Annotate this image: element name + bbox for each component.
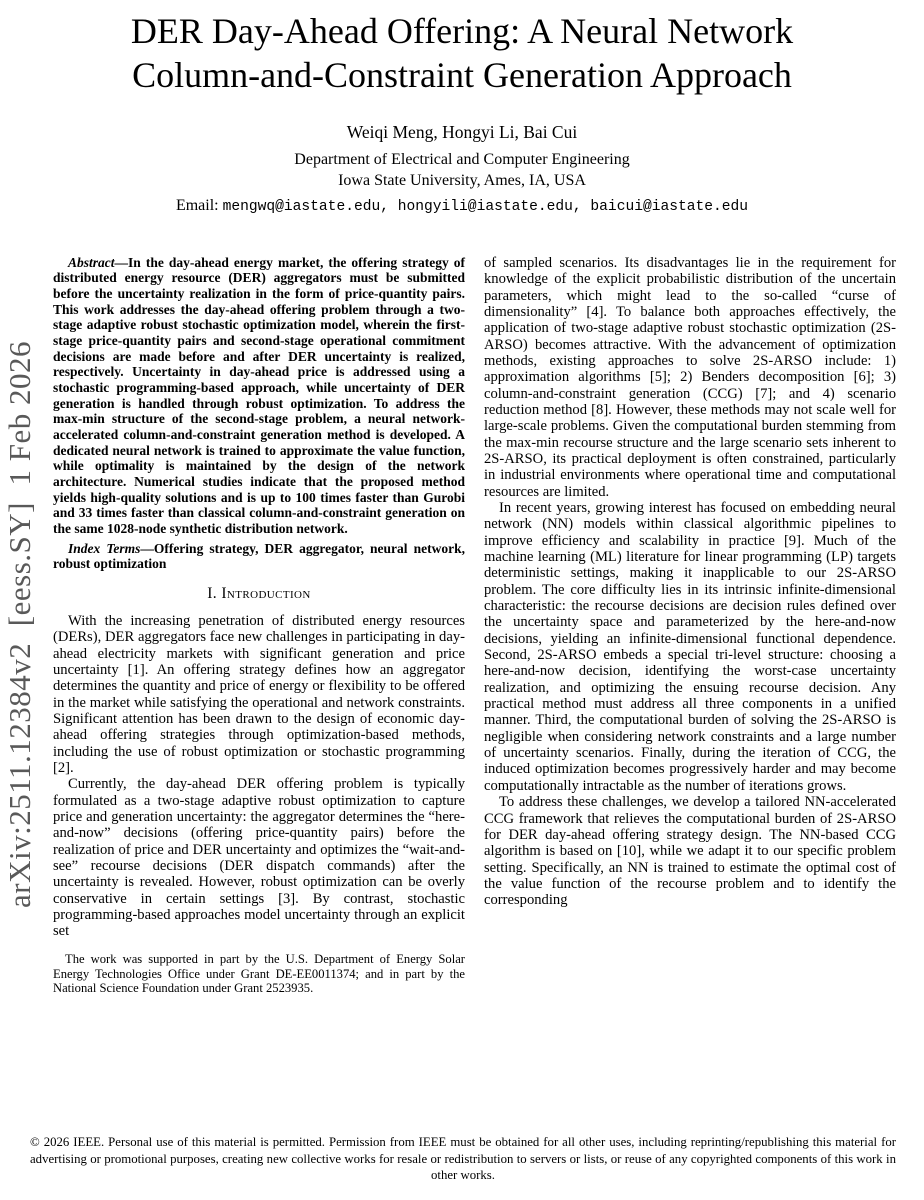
index-terms-text: —Offering strategy, DER aggregator, neural network, robust optimization <box>53 540 465 572</box>
paper-title <box>0 10 924 98</box>
email-line <box>0 197 924 215</box>
affiliation-department: Department of Electrical and Computer Engineering <box>294 150 630 168</box>
right-paragraph-3: To address these challenges, we develop a tailored NN-accelerated CCG framework that relieves the computational burden of 2S-ARSO for DER day-ahead offering strategy design. The NN-based CCG algorithm is based on [10], while we adapt it to our specific problem setting. Specifically, an NN is trained to estimate the optimal cost of the value function of the recourse problem and to identify the corresponding <box>484 794 896 909</box>
author-list: Weiqi Meng, Hongyi Li, Bai Cui <box>346 121 578 142</box>
email-addresses: mengwq@iastate.edu, hongyili@iastate.edu, baicui@iastate.edu <box>222 198 749 215</box>
arxiv-watermark: arXiv:2511.12384v2 [eess.SY] 1 Feb 2026 <box>2 341 37 908</box>
title-line-2: Column-and-Constraint Generation Approach <box>132 54 792 95</box>
abstract-paragraph <box>53 255 465 537</box>
left-column <box>53 255 465 996</box>
paper-header <box>0 0 924 215</box>
intro-paragraph-1: With the increasing penetration of distributed energy resources (DERs), DER aggregators face new challenges in participating in day-ahead electricity markets with significant generation and price uncertainty [1]. An offering strategy defines how an aggregator determines the quantity and price of energy or flexibility to be offered in the market while satisfying the operational and network constraints. Significant attention has been drawn to the design of economic day-ahead offering strategies through optimization-based methods, including the use of robust optimization or stochastic programming [2]. <box>53 612 465 777</box>
two-column-body <box>53 255 896 996</box>
email-label: Email: <box>175 196 223 214</box>
funding-footnote: The work was supported in part by the U.S. Department of Energy Solar Energy Technologies Office under Grant DE-EE0011374; and in part by the National Science Foundation under Grant 2523935. <box>53 951 465 996</box>
title-line-1: DER Day-Ahead Offering: A Neural Network <box>130 11 794 51</box>
abstract-label: Abstract <box>68 254 115 270</box>
right-column <box>484 255 896 996</box>
right-paragraph-2: In recent years, growing interest has focused on embedding neural network (NN) models within classical algorithmic pipelines to improve efficiency and scalability in practice [9]. Much of the machine learning (ML) literature for linear programming (LP) targets deterministic settings, making it inapplicable to our 2S-ARSO problem. The core difficulty lies in its intrinsic infinite-dimensional characteristic: the recourse decisions are decision rules defined over the uncertainty space and parameterized by the here-and-now decisions, yielding an infinite-dimensional functional dependence. Second, 2S-ARSO embeds a special tri-level structure: choosing a here-and-now decision, identifying the worst-case uncertainty realization, and optimizing the ensuing recourse decision. Any practical method must address all three components in a unified manner. Third, the computational burden of solving the 2S-ARSO is negligible when considering network constraints and a large number of uncertainty scenarios. Finally, during the iteration of CCG, the induced optimization becomes progressively harder and may become computationally intractable as the number of iterations grows. <box>484 499 896 794</box>
copyright-footer: © 2026 IEEE. Personal use of this material is permitted. Permission from IEEE must be obtained for all other uses, including reprinting/republishing this material for advertising or promotional purposes, creating new collective works for resale or redistribution to servers or lists, or reuse of any copyrighted components of this work in other works. <box>30 1135 896 1183</box>
affiliation-university: Iowa State University, Ames, IA, USA <box>338 171 586 189</box>
abstract-text: —In the day-ahead energy market, the offering strategy of distributed energy resource (DER) aggregators must be submitted before the uncertainty realization in the form of price-quantity pairs. This work addresses the day-ahead offering problem through a two-stage adaptive robust stochastic optimization model, wherein the first-stage price-quantity pairs and second-stage operational commitment decisions are made before and after DER uncertainty is realized, respectively. Uncertainty in day-ahead price is addressed using a stochastic programming-based approach, while uncertainty of DER generation is handled through robust optimization. To address the max-min structure of the second-stage problem, a neural network-accelerated column-and-constraint generation method is developed. A dedicated neural network is trained to approximate the value function, while optimality is maintained by the design of the network architecture. Numerical studies indicate that the proposed method yields high-quality solutions and is up to 100 times faster than Gurobi and 33 times faster than classical column-and-constraint generation on the same 1028-node synthetic distribution network. <box>53 254 465 536</box>
intro-paragraph-2: Currently, the day-ahead DER offering problem is typically formulated as a two-stage adaptive robust optimization to capture price and generation uncertainty: the aggregator determines the “here-and-now” decisions (offering price-quantity pairs) before the realization of price and DER uncertainty and optimizes the “wait-and-see” recourse decisions (DER dispatch commands) after the uncertainty is revealed. However, robust optimization can be overly conservative in certain settings [3]. By contrast, stochastic programming-based approaches model uncertainty through an explicit set <box>53 776 465 940</box>
index-terms-paragraph <box>53 541 465 572</box>
section-heading-introduction: I. Introduction <box>207 584 311 602</box>
right-paragraph-1: of sampled scenarios. Its disadvantages lie in the requirement for knowledge of the explicit probabilistic distribution of the uncertain parameters, which might lead to the so-called “curse of dimensionality” [4]. To balance both approaches effectively, the application of two-stage adaptive robust stochastic optimization (2S-ARSO) becomes attractive. With the advancement of optimization methods, existing approaches to solve 2S-ARSO include: 1) approximation algorithms [5]; 2) Benders decomposition [6]; 3) column-and-constraint generation (CCG) [7]; and 4) scenario reduction method [8]. However, these methods may not scale well for large-scale problems. Given the computational burden stemming from the max-min recourse structure and the large scenario sets inherent to 2S-ARSO, its practical deployment is often constrained, particularly in industrial environments where operational time and computational resources are limited. <box>484 254 896 500</box>
index-terms-label: Index Terms <box>68 540 141 556</box>
